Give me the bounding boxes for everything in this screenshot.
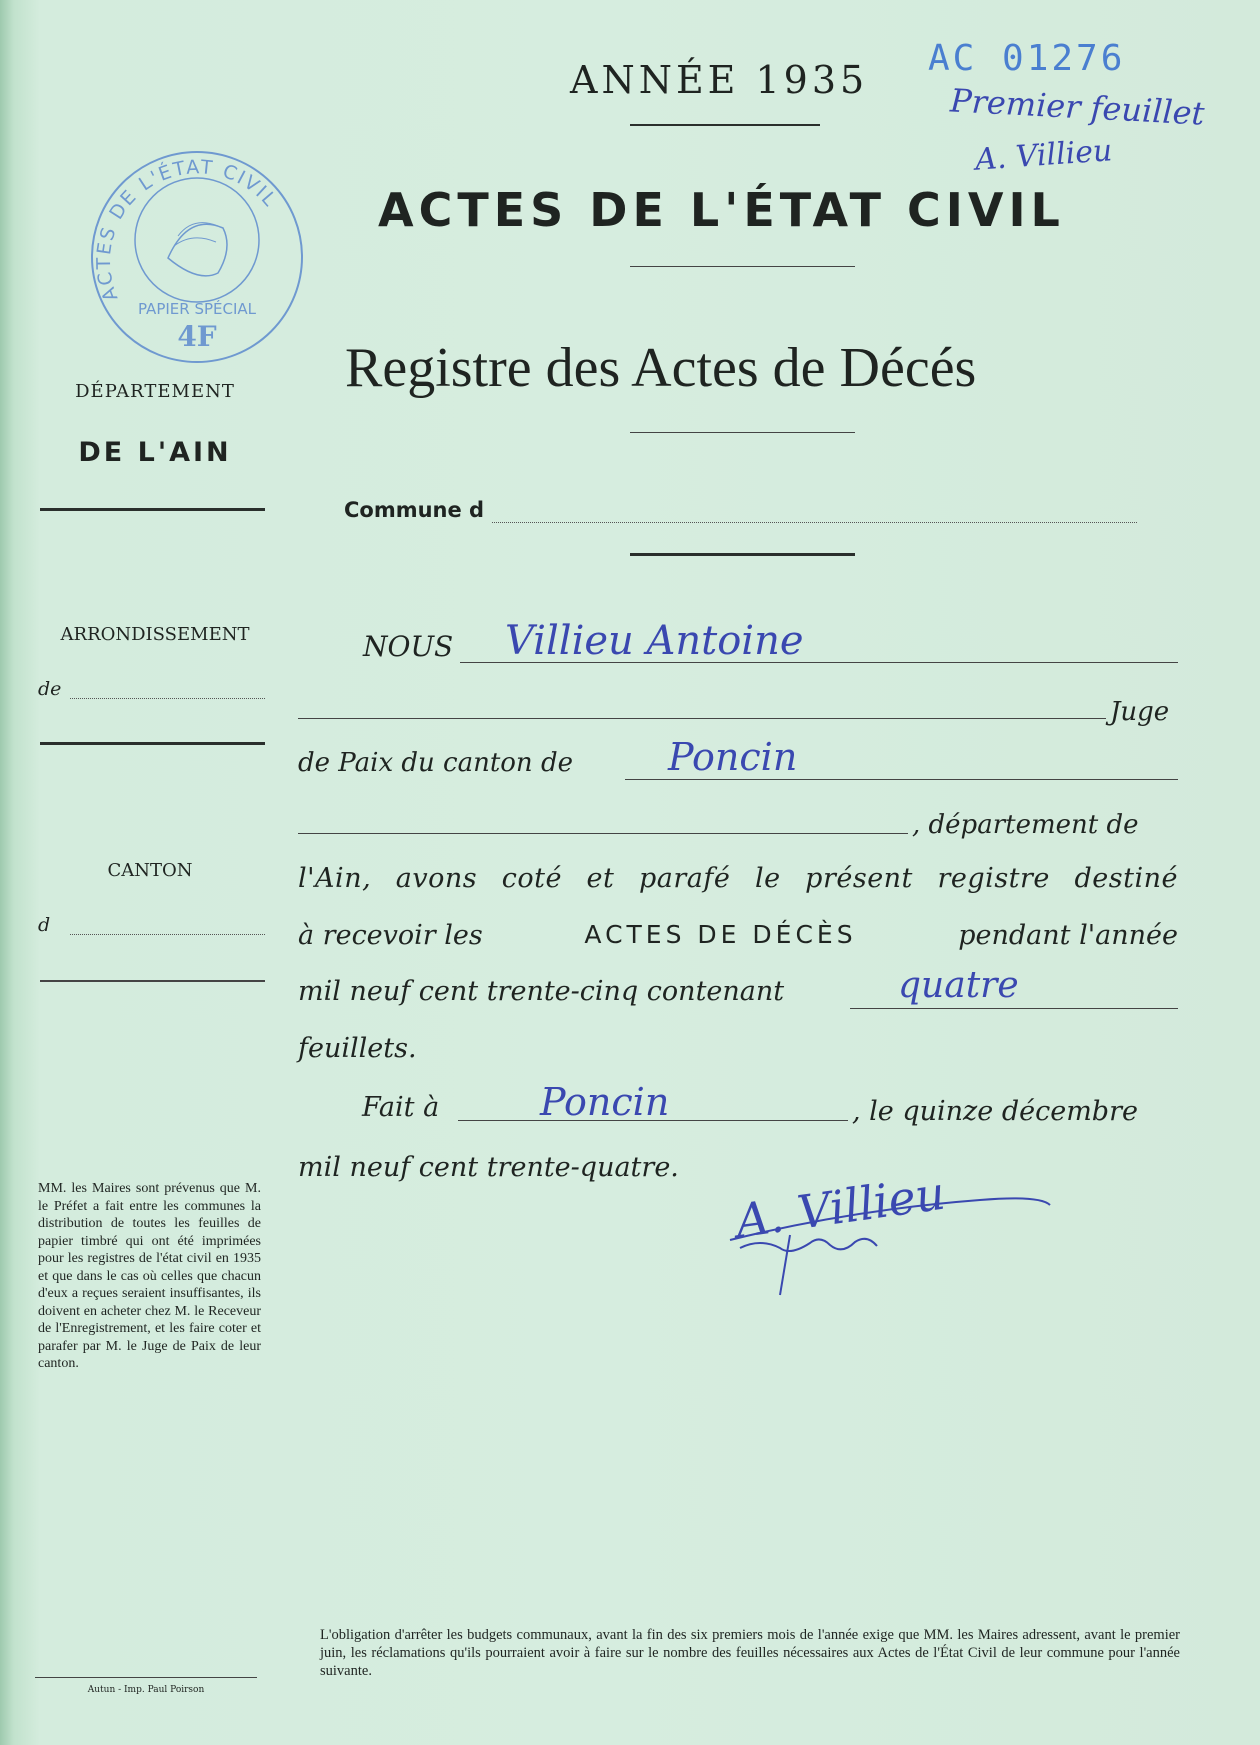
title-rule [630,266,855,267]
sheet-count: quatre [898,965,1019,1006]
commune-rule [630,553,855,556]
paix-prefix: de Paix du canton de [298,748,573,778]
recevoir-a: à recevoir les [298,920,483,951]
commune-label: Commune d [344,498,485,522]
canton-rule [40,980,265,982]
stamp-price: 4F [177,320,217,353]
canton-name: Poncin [668,735,798,779]
arrondissement-prefix: de [38,678,62,700]
signature: A. Villieu [732,1165,949,1249]
canton-name-line [625,779,1178,780]
archive-code: AC 01276 [928,38,1126,79]
canton-label: CANTON [107,860,193,881]
fait-place: Poncin [540,1080,670,1124]
nous-line [460,662,1178,663]
arrondissement-rule [40,742,265,745]
subtitle-rule [630,432,855,433]
arrondissement-line [70,698,265,699]
stamp-ring-text: ACTES DE L'ÉTAT CIVIL [92,156,282,305]
arrondissement-label: ARRONDISSEMENT [60,624,250,645]
printer-mark: Autun - Imp. Paul Poirson [87,1685,205,1695]
canton-prefix: d [38,914,51,936]
year-heading: ANNÉE 1935 [570,58,869,102]
text-line-ain: l'Ain, avons coté et parafé le présent registre destiné [298,863,1178,894]
nous-name: Villieu Antoine [505,618,804,664]
printer-rule [35,1677,257,1678]
canton-line [70,934,265,935]
year-rule [630,124,820,126]
recevoir-b: pendant l'année [958,920,1178,951]
signature-flourish-icon [720,1170,1080,1300]
fait-date: , le quinze décembre [852,1096,1138,1127]
commune-line [492,522,1137,523]
juge-line [298,718,1106,719]
fait-place-line [458,1120,848,1121]
mayors-notice: MM. les Maires sont prévenus que M. le Préfet a fait entre les communes la distribution de toutes les feuilles de papier timbré qui ont été imprimées pour les registres de l'état civil en 1935 et que dans le cas où celles que chacun d'eux a reçues seraient insuffisantes, ils doivent en acheter chez M. le Receveur de l'Enregistrement, et les faire coter et parafer par M. le Juge de Paix de leur canton. [38,1181,261,1371]
juge-label: Juge [1110,697,1170,727]
main-title: ACTES DE L'ÉTAT CIVIL [378,183,1065,237]
stamp [88,148,306,366]
register-subtitle: Registre des Actes de Décés [345,337,977,399]
annotation-initials: A. Villieu [973,133,1114,178]
department-value: DE L'AIN [78,437,232,468]
text-line-recevoir [298,920,1178,951]
departement-line [298,833,908,834]
departement-suffix: , département de [912,810,1139,840]
footer-note: L'obligation d'arrêter les budgets communaux, avant la fin des six premiers mois de l'année exige que MM. les Maires adressent, avant le premier juin, les réclamations qu'ils pourraient avoir à faire sur le nombre des feuilles nécessaires aux Actes de l'État Civil de leur commune pour l'année suivante. [320,1627,1180,1679]
department-label: DÉPARTEMENT [75,381,235,402]
final-date-line: mil neuf cent trente-quatre. [298,1152,679,1183]
fait-a-label: Fait à [362,1092,440,1123]
text-line-mil: mil neuf cent trente-cinq contenant [298,976,785,1007]
feuillets-label: feuillets. [298,1033,417,1064]
actes-de-deces: ACTES DE DÉCÈS [584,920,857,949]
department-rule [40,508,265,511]
stamp-label: PAPIER SPÉCIAL [137,300,257,318]
annotation-premier-feuillet: Premier feuillet [949,81,1206,133]
sheet-count-line [850,1008,1178,1009]
nous-label: NOUS [363,630,454,663]
